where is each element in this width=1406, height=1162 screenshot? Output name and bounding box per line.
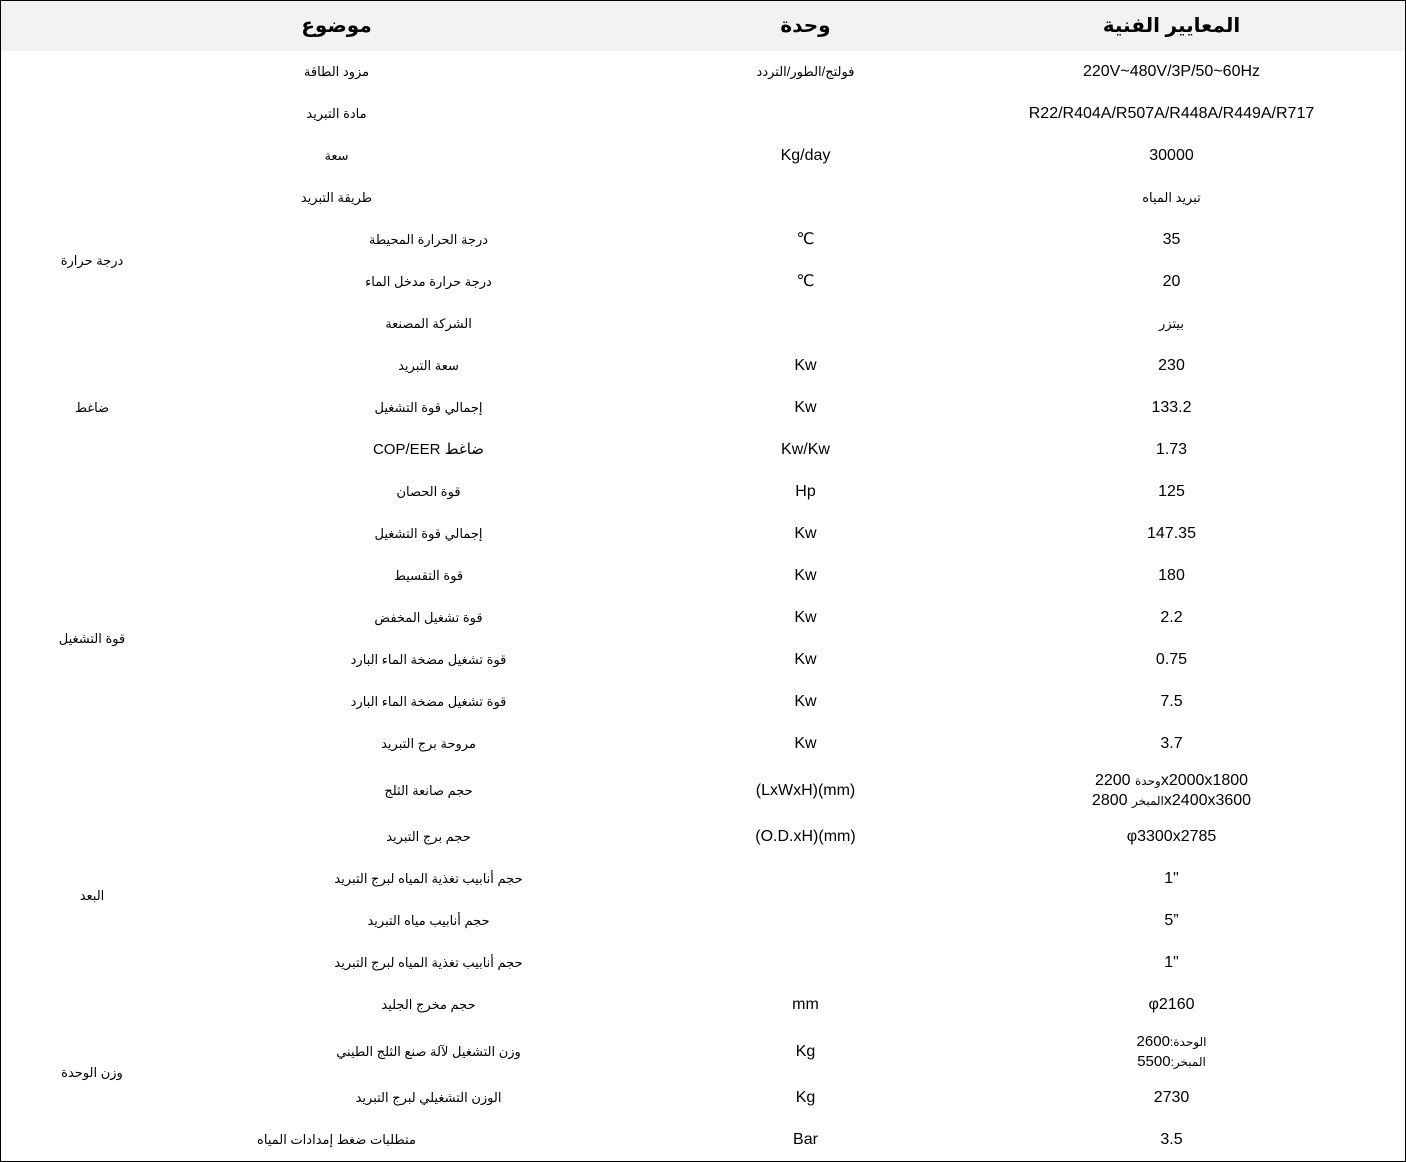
- unit-cold-water-pump-power-2: Kw: [673, 681, 939, 724]
- unit-slurry-ice-weight: Kg: [673, 1026, 939, 1078]
- value-line-unit: [1095, 771, 1248, 791]
- header-unit: وحدة: [673, 0, 939, 52]
- group-unit-weight: وزن الوحدة: [0, 1026, 185, 1120]
- value-line-evaporator: [1092, 791, 1251, 811]
- subject-feed-pipe-size-2: حجم أنابيب تغذية المياه لبرج التبريد: [184, 942, 674, 985]
- unit-compressor-total-power: Kw: [673, 387, 939, 430]
- value-cooling-tower-fan: 3.7: [938, 723, 1406, 766]
- label-evaporator: المبخر: [1131, 793, 1164, 808]
- subject-horsepower: قوة الحصان: [184, 471, 674, 514]
- value-cooling-water-pipe-size: 5”: [938, 900, 1406, 943]
- unit-cooling-tower-weight: Kg: [673, 1077, 939, 1120]
- subject-slurry-ice-weight: وزن التشغيل لآلة صنع الثلج الطيني: [184, 1026, 674, 1078]
- subject-installment-power: قوة التقسيط: [184, 555, 674, 598]
- value-cold-water-pump-power-2: 7.5: [938, 681, 1406, 724]
- value-line-evaporator-weight: [1137, 1052, 1206, 1072]
- value-cooling-method: تبريد المياه: [938, 177, 1406, 220]
- subject-refrigerant: مادة التبريد: [0, 93, 674, 136]
- value-cooling-tower-size: φ3300x2785: [938, 816, 1406, 859]
- value-power-supply: 220V~480V/3P/50~60Hz: [938, 51, 1406, 94]
- value-ice-maker-size: [938, 765, 1406, 817]
- unit-reducer-power: Kw: [673, 597, 939, 640]
- value-compressor-total-power: 133.2: [938, 387, 1406, 430]
- value-evaporator-weight: 5500: [1137, 1052, 1171, 1070]
- value-refrigerant: R22/R404A/R507A/R448A/R449A/R717: [938, 93, 1406, 136]
- subject-ice-outlet-size: حجم مخرج الجليد: [184, 984, 674, 1027]
- unit-water-pressure: Bar: [673, 1119, 939, 1162]
- value-total-operating-power: 147.35: [938, 513, 1406, 556]
- unit-cooling-tower-fan: Kw: [673, 723, 939, 766]
- value-capacity: 30000: [938, 135, 1406, 178]
- value-cold-water-pump-power-1: 0.75: [938, 639, 1406, 682]
- subject-water-pressure: متطلبات ضغط إمدادات المياه: [0, 1119, 674, 1162]
- subject-reducer-power: قوة تشغيل المخفض: [184, 597, 674, 640]
- unit-cold-water-pump-power-1: Kw: [673, 639, 939, 682]
- value-water-inlet-temp: 20: [938, 261, 1406, 304]
- label-unit-weight: الوحدة:: [1169, 1034, 1207, 1049]
- value-ambient-temp: 35: [938, 219, 1406, 262]
- unit-cooling-water-pipe-size: [673, 900, 939, 943]
- unit-feed-pipe-size-1: [673, 858, 939, 901]
- subject-manufacturer: الشركة المصنعة: [184, 303, 674, 346]
- subject-cooling-water-pipe-size: حجم أنابيب مياه التبريد: [184, 900, 674, 943]
- unit-feed-pipe-size-2: [673, 942, 939, 985]
- subject-feed-pipe-size-1: حجم أنابيب تغذية المياه لبرج التبريد: [184, 858, 674, 901]
- subject-total-operating-power: إجمالي قوة التشغيل: [184, 513, 674, 556]
- subject-cold-water-pump-power-1: قوة تشغيل مضخة الماء البارد: [184, 639, 674, 682]
- subject-cop-eer: ضاغط COP/EER: [184, 429, 674, 472]
- value-unit-weight: 2600: [1136, 1032, 1170, 1050]
- value-cooling-capacity: 230: [938, 345, 1406, 388]
- value-feed-pipe-size-2: 1": [938, 942, 1406, 985]
- group-dimensions: البعد: [0, 765, 185, 1027]
- unit-cooling-capacity: Kw: [673, 345, 939, 388]
- label-unit: وحدة: [1135, 773, 1161, 788]
- unit-capacity: Kg/day: [673, 135, 939, 178]
- value-installment-power: 180: [938, 555, 1406, 598]
- value-manufacturer: بيتزر: [938, 303, 1406, 346]
- subject-power-supply: مزود الطاقة: [0, 51, 674, 94]
- subject-cooling-tower-weight: الوزن التشغيلي لبرج التبريد: [184, 1077, 674, 1120]
- unit-total-operating-power: Kw: [673, 513, 939, 556]
- subject-ambient-temp: درجة الحرارة المحيطة: [184, 219, 674, 262]
- value-feed-pipe-size-1: 1": [938, 858, 1406, 901]
- unit-installment-power: Kw: [673, 555, 939, 598]
- unit-cop-eer: Kw/Kw: [673, 429, 939, 472]
- group-operating-power: قوة التشغيل: [0, 513, 185, 766]
- header-subject: موضوع: [0, 0, 674, 52]
- subject-ice-maker-size: حجم صانعة الثلج: [184, 765, 674, 817]
- unit-ice-outlet-size: mm: [673, 984, 939, 1027]
- label-evaporator-weight: المبخر:: [1170, 1054, 1206, 1069]
- subject-cold-water-pump-power-2: قوة تشغيل مضخة الماء البارد: [184, 681, 674, 724]
- value-line-unit-weight: [1137, 1032, 1207, 1052]
- subject-compressor-total-power: إجمالي قوة التشغيل: [184, 387, 674, 430]
- subject-water-inlet-temp: درجة حرارة مدخل الماء: [184, 261, 674, 304]
- value-cooling-tower-weight: 2730: [938, 1077, 1406, 1120]
- group-compressor: ضاغط: [0, 303, 185, 514]
- unit-cooling-tower-size: (O.D.xH)(mm): [673, 816, 939, 859]
- value-ice-outlet-size: φ2160: [938, 984, 1406, 1027]
- value-horsepower: 125: [938, 471, 1406, 514]
- value-evaporator-dims: 2800x2400x3600: [1091, 791, 1252, 809]
- header-spec: المعايير الفنية: [938, 0, 1406, 52]
- unit-ice-maker-size: (LxWxH)(mm): [673, 765, 939, 817]
- subject-cooling-tower-fan: مروحة برج التبريد: [184, 723, 674, 766]
- value-reducer-power: 2.2: [938, 597, 1406, 640]
- unit-cooling-method: [673, 177, 939, 220]
- subject-cooling-capacity: سعة التبريد: [184, 345, 674, 388]
- subject-capacity: سعة: [0, 135, 674, 178]
- unit-manufacturer: [673, 303, 939, 346]
- unit-ambient-temp: ℃: [673, 219, 939, 262]
- subject-cooling-tower-size: حجم برج التبريد: [184, 816, 674, 859]
- unit-refrigerant: [673, 93, 939, 136]
- unit-power-supply: فولتج/الطور/التردد: [673, 51, 939, 94]
- value-cop-eer: 1.73: [938, 429, 1406, 472]
- unit-horsepower: Hp: [673, 471, 939, 514]
- value-unit-dims: 2200x2000x1800: [1094, 771, 1249, 789]
- value-water-pressure: 3.5: [938, 1119, 1406, 1162]
- unit-water-inlet-temp: ℃: [673, 261, 939, 304]
- value-slurry-ice-weight: [938, 1026, 1406, 1078]
- group-temperature: درجة حرارة: [0, 219, 185, 304]
- subject-cooling-method: طريقة التبريد: [0, 177, 674, 220]
